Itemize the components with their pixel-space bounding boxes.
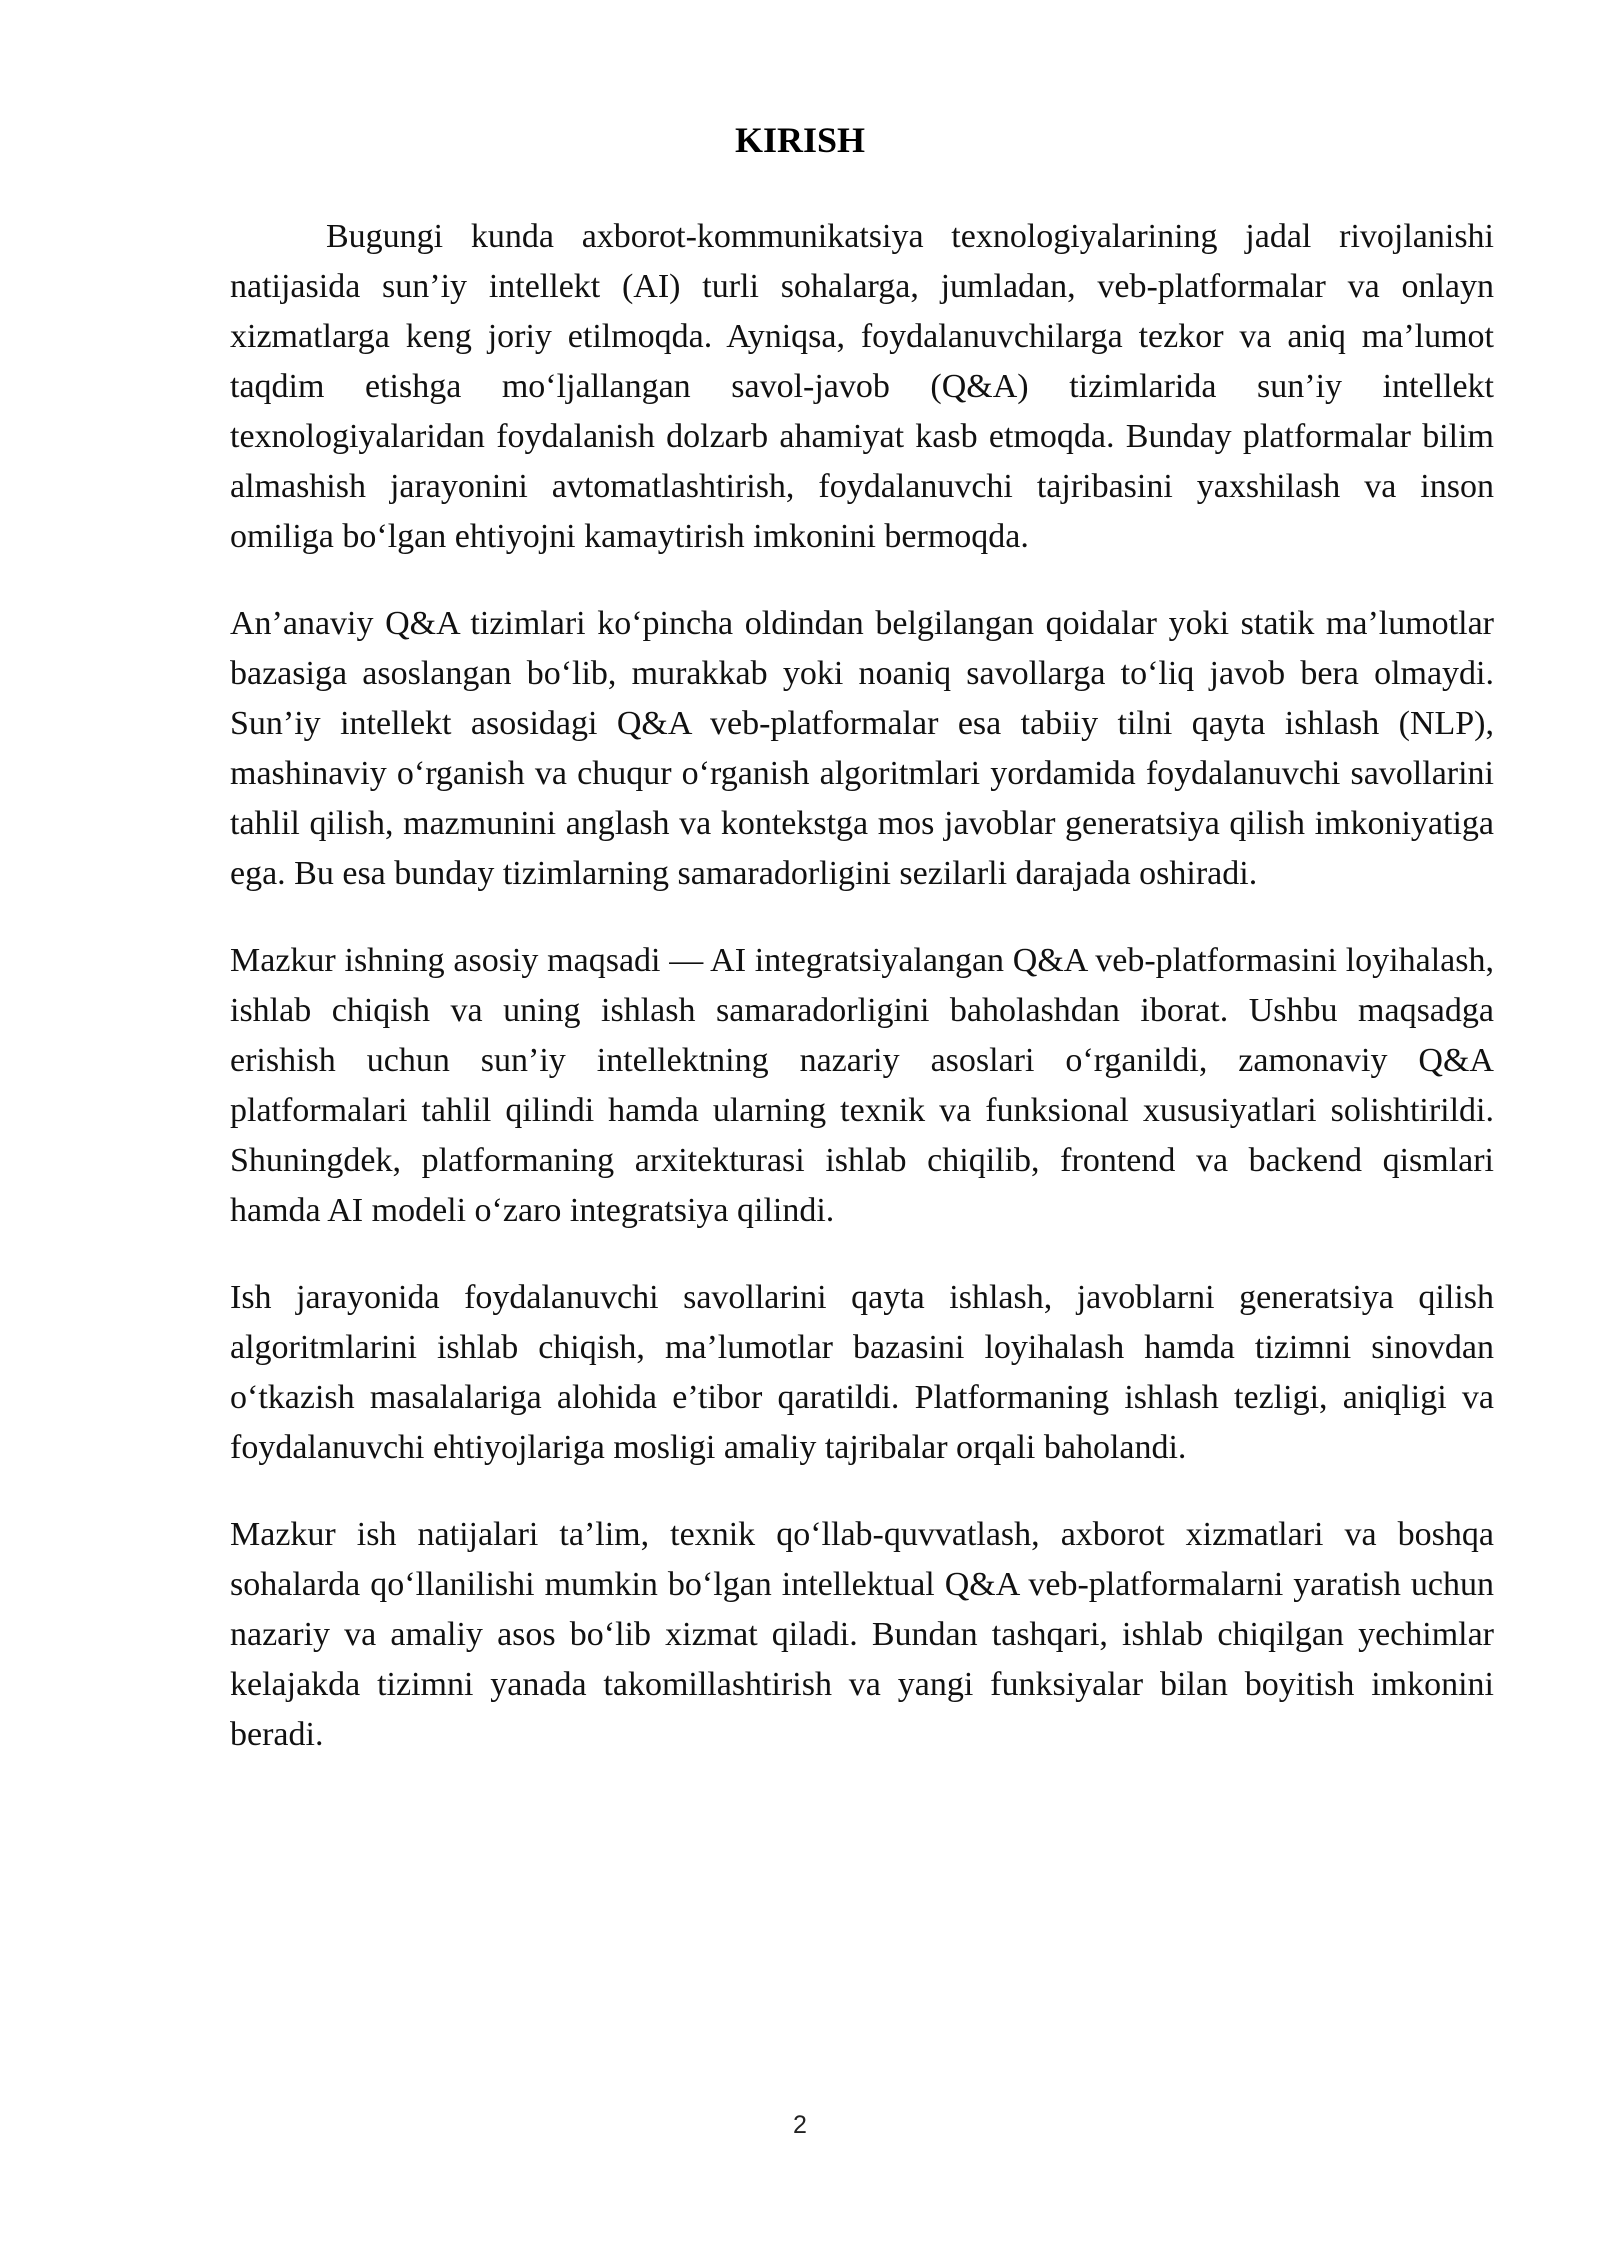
paragraph-5: Mazkur ish natijalari ta’lim, texnik qo‘llab-quvvatlash, axborot xizmatlari va boshqa sohalarda qo‘llanilishi mumkin bo‘lgan intellektual Q&A veb-platformalarni yaratish uchun nazariy va amaliy asos bo‘lib xizmat qiladi. Bundan tashqari, ishlab chiqilgan yechimlar kelajakda tizimni yanada takomillashtirish va yangi funksiyalar bilan boyitish imkonini beradi. [230, 1516, 1494, 1753]
paragraph-4: Ish jarayonida foydalanuvchi savollarini qayta ishlash, javoblarni generatsiya qilish algoritmlarini ishlab chiqish, ma’lumotlar bazasini loyihalash hamda tizimni sinovdan o‘tkazish masalalariga alohida e’tibor qaratildi. Platformaning ishlash tezligi, aniqligi va foydalanuvchi ehtiyojlariga mosligi amaliy tajribalar orqali baholandi. [230, 1279, 1494, 1466]
paragraph-3: Mazkur ishning asosiy maqsadi — AI integratsiyalangan Q&A veb-platformasini loyihalash, ishlab chiqish va uning ishlash samaradorligini baholashdan iborat. Ushbu maqsadga erishish uchun sun’iy intellektning nazariy asoslari o‘rganildi, zamonaviy Q&A platformalari tahlil qilindi hamda ularning texnik va funksional xususiyatlari solishtirildi. Shuningdek, platformaning arxitekturasi ishlab chiqilib, frontend va backend qismlari hamda AI modeli o‘zaro integratsiya qilindi. [230, 942, 1494, 1229]
body-text [230, 212, 1494, 1797]
page-title: KIRISH [734, 120, 866, 160]
paragraph-2: An’anaviy Q&A tizimlari ko‘pincha oldindan belgilangan qoidalar yoki statik ma’lumotlar bazasiga asoslangan bo‘lib, murakkab yoki noaniq savollarga to‘liq javob bera olmaydi. Sun’iy intellekt asosidagi Q&A veb-platformalar esa tabiiy tilni qayta ishlash (NLP), mashinaviy o‘rganish va chuqur o‘rganish algoritmlari yordamida foydalanuvchi savollarini tahlil qilish, mazmunini anglash va kontekstga mos javoblar generatsiya qilish imkoniyatiga ega. Bu esa bunday tizimlarning samaradorligini sezilarli darajada oshiradi. [230, 605, 1494, 892]
page-number: 2 [793, 2111, 807, 2139]
paragraph-1: Bugungi kunda axborot-kommunikatsiya texnologiyalarining jadal rivojlanishi natijasida sun’iy intellekt (AI) turli sohalarga, jumladan, veb-platformalar va onlayn xizmatlarga keng joriy etilmoqda. Ayniqsa, foydalanuvchilarga tezkor va aniq ma’lumot taqdim etishga mo‘ljallangan savol-javob (Q&A) tizimlarida sun’iy intellekt texnologiyalaridan foydalanish dolzarb ahamiyat kasb etmoqda. Bunday platformalar bilim almashish jarayonini avtomatlashtirish, foydalanuvchi tajribasini yaxshilash va inson omiliga bo‘lgan ehtiyojni kamaytirish imkonini bermoqda. [230, 218, 1494, 555]
